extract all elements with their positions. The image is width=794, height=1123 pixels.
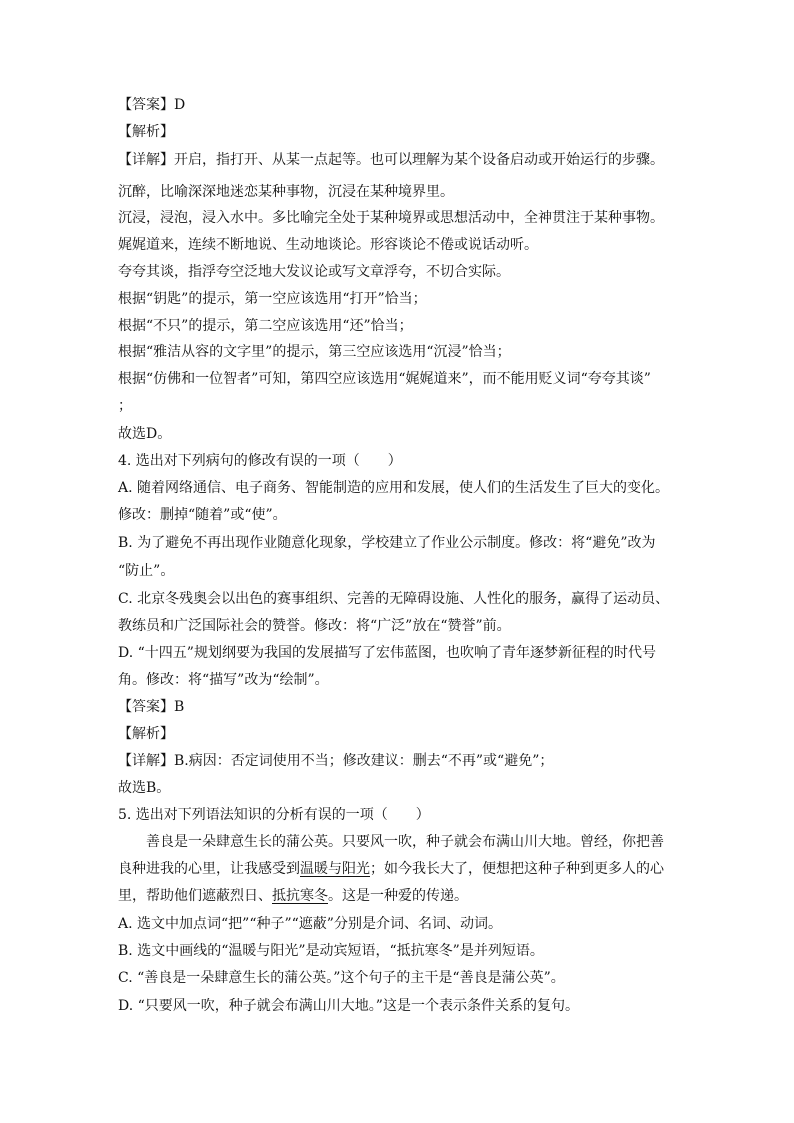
definition-line: 沉浸，浸泡，浸入水中。多比喻完全处于某种境界或思想活动中，全神贯注于某种事物。	[118, 210, 664, 226]
definition-line: 沉醉，比喻深深地迷恋某种事物，沉浸在某种境界里。	[118, 184, 454, 200]
q4-option-line: B. 为了避免不再出现作业随意化现象，学校建立了作业公示制度。修改：将“避免”改为	[118, 535, 656, 551]
definition-line: 娓娓道来，连续不断地说、生动地谈论。形容谈论不倦或说话动听。	[118, 237, 538, 253]
q4-detail-line	[118, 751, 553, 771]
q4-option-line: “防止”。	[118, 563, 175, 579]
passage-text: 良种进我的心里，让我感受到	[118, 861, 300, 877]
passage-line	[118, 886, 468, 906]
q4-option-line: A. 随着网络通信、电子商务、智能制造的应用和发展，使人们的生活发生了巨大的变化。	[118, 480, 670, 496]
q5-option-line: B. 选文中画线的“温暖与阳光”是动宾短语，“抵抗寒冬”是并列短语。	[118, 943, 544, 959]
answer-label: 【答案】	[118, 699, 174, 715]
reasoning-line: ；	[118, 398, 132, 414]
answer-label: 【答案】	[118, 97, 174, 113]
underlined-phrase: 抵抗寒冬	[272, 888, 328, 904]
answer-value: B	[174, 699, 185, 715]
passage-line	[118, 859, 664, 879]
q4-option-line: 教练员和广泛国际社会的赞誉。修改：将“广泛”放在“赞誉”前。	[118, 618, 511, 634]
q5-option-line: C. “善良是一朵肆意生长的蒲公英。”这个句子的主干是“善良是蒲公英”。	[118, 970, 565, 986]
q4-option-line: D. “十四五”规划纲要为我国的发展描写了宏伟蓝图，也吹响了青年逐梦新征程的时代号	[118, 645, 656, 661]
detail-label: 【详解】	[118, 753, 174, 769]
q4-conclusion-line: 故选B。	[118, 780, 171, 796]
reasoning-line: 根据“钥匙”的提示，第一空应该选用“打开”恰当；	[118, 291, 427, 307]
question-5-stem: 5. 选出对下列语法知识的分析有误的一项（ ）	[118, 807, 430, 823]
detail-line	[118, 150, 664, 170]
q4-analysis-heading: 【解析】	[118, 726, 174, 742]
conclusion-line: 故选D。	[118, 426, 172, 442]
q4-answer-line	[118, 697, 184, 717]
q4-option-line: 角。修改：将“描写”改为“绘制”。	[118, 672, 329, 688]
detail-text: B.病因：否定词使用不当；修改建议：删去“不再”或“避免”；	[174, 753, 554, 769]
definition-line: 夸夸其谈，指浮夸空泛地大发议论或写文章浮夸，不切合实际。	[118, 264, 510, 280]
reasoning-line: 根据“雅洁从容的文字里”的提示，第三空应该选用“沉浸”恰当；	[118, 344, 511, 360]
question-4-stem: 4. 选出对下列病句的修改有误的一项（ ）	[118, 453, 402, 469]
answer-line	[118, 95, 185, 115]
passage-line: 善良是一朵肆意生长的蒲公英。只要风一吹，种子就会布满山川大地。曾经，你把善	[146, 834, 664, 850]
detail-text: 开启，指打开、从某一点起等。也可以理解为某个设备启动或开始运行的步骤。	[174, 152, 664, 168]
passage-text: ；如今我长大了，便想把这种子种到更多人的心	[370, 861, 664, 877]
reasoning-line: 根据“仿佛和一位智者”可知，第四空应该选用“娓娓道来”，而不能用贬义词“夸夸其谈”	[118, 371, 651, 387]
q4-option-line: 修改：删掉“随着”或“使”。	[118, 507, 287, 523]
reasoning-line: 根据“不只”的提示，第二空应该选用“还”恰当；	[118, 318, 413, 334]
q5-option-line: D. “只要风一吹，种子就会布满山川大地。”这是一个表示条件关系的复句。	[118, 998, 579, 1014]
underlined-phrase: 温暖与阳光	[300, 861, 370, 877]
q5-option-line: A. 选文中加点词“把”“种子”“遮蔽”分别是介词、名词、动词。	[118, 916, 502, 932]
answer-value: D	[174, 97, 186, 113]
detail-label: 【详解】	[118, 152, 174, 168]
analysis-heading: 【解析】	[118, 124, 174, 140]
q4-option-line: C. 北京冬残奥会以出色的赛事组织、完善的无障碍设施、人性化的服务，赢得了运动员、	[118, 591, 670, 607]
passage-text: 。这是一种爱的传递。	[328, 888, 468, 904]
passage-text: 里，帮助他们遮蔽烈日、	[118, 888, 272, 904]
